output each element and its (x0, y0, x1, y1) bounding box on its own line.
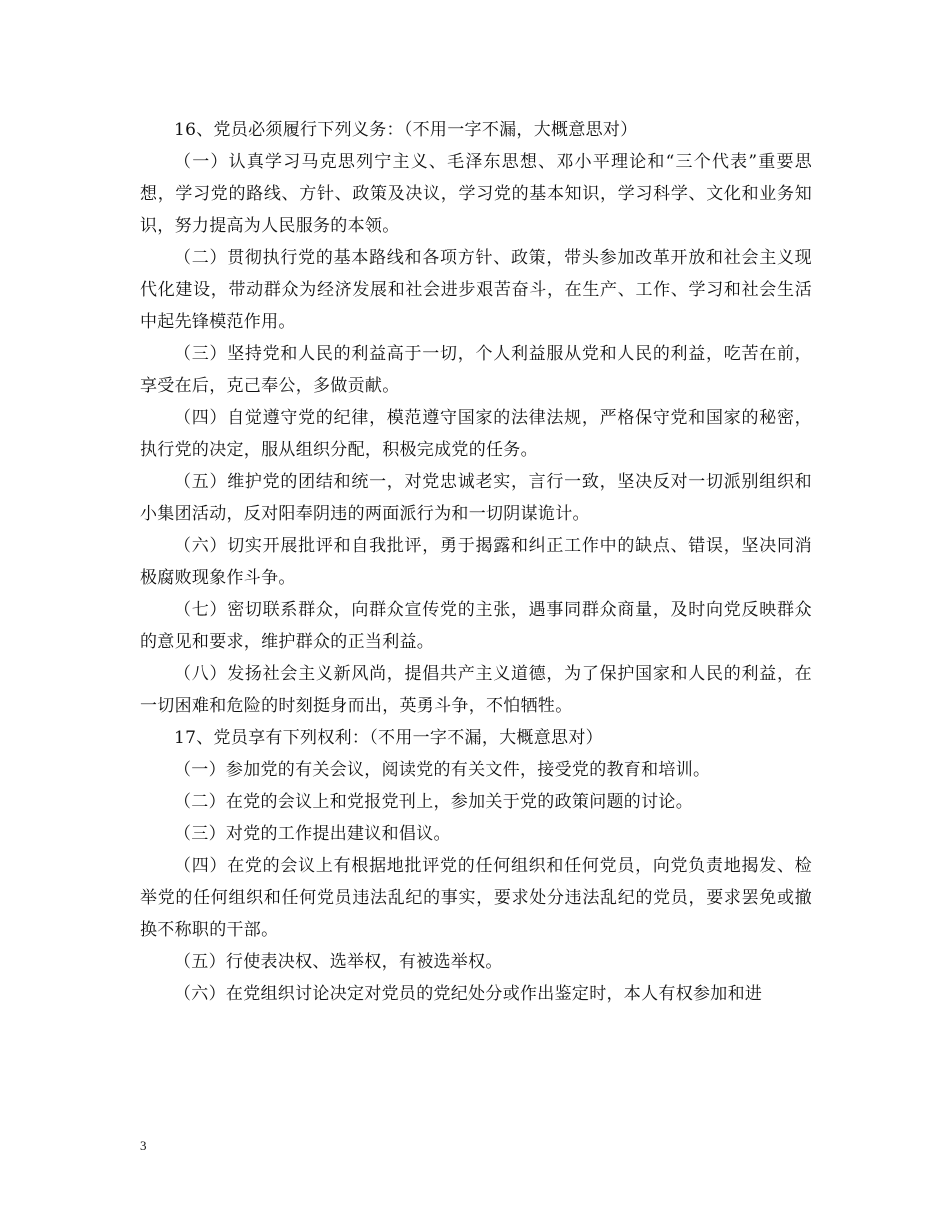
paragraph-duty-6: （六）切实开展批评和自我批评，勇于揭露和纠正工作中的缺点、错误，坚决同消极腐败现象作斗争。 (140, 536, 812, 588)
paragraph-duty-4: （四）自觉遵守党的纪律，模范遵守国家的法律法规，严格保守党和国家的秘密，执行党的决定，服从组织分配，积极完成党的任务。 (140, 408, 812, 460)
document-body (140, 114, 812, 1010)
paragraph-duty-7: （七）密切联系群众，向群众宣传党的主张，遇事同群众商量，及时向党反映群众的意见和要求，维护群众的正当利益。 (140, 600, 812, 652)
paragraph-right-1: （一）参加党的有关会议，阅读党的有关文件，接受党的教育和培训。 (174, 760, 711, 780)
paragraph-duty-1: （一）认真学习马克思列宁主义、毛泽东思想、邓小平理论和“三个代表”重要思想，学习党的路线、方针、政策及决议，学习党的基本知识，学习科学、文化和业务知识，努力提高为人民服务的本领。 (140, 152, 812, 236)
paragraph-right-5: （五）行使表决权、选举权，有被选举权。 (174, 952, 503, 972)
page-number: 3 (140, 1138, 147, 1153)
paragraph-duty-2: （二）贯彻执行党的基本路线和各项方针、政策，带头参加改革开放和社会主义现代化建设，带动群众为经济发展和社会进步艰苦奋斗，在生产、工作、学习和社会生活中起先锋模范作用。 (140, 248, 812, 332)
paragraph-right-2: （二）在党的会议上和党报党刊上，参加关于党的政策问题的讨论。 (174, 792, 693, 812)
paragraph-duty-5: （五）维护党的团结和统一，对党忠诚老实，言行一致，坚决反对一切派别组织和小集团活动，反对阳奉阴违的两面派行为和一切阴谋诡计。 (140, 472, 812, 524)
paragraph-right-4: （四）在党的会议上有根据地批评党的任何组织和任何党员，向党负责地揭发、检举党的任何组织和任何党员违法乱纪的事实，要求处分违法乱纪的党员，要求罢免或撤换不称职的干部。 (140, 856, 812, 940)
paragraph-duty-3: （三）坚持党和人民的利益高于一切，个人利益服从党和人民的利益，吃苦在前，享受在后，克己奉公，多做贡献。 (140, 344, 812, 396)
paragraph-right-6: （六）在党组织讨论决定对党员的党纪处分或作出鉴定时，本人有权参加和进 (174, 984, 763, 1004)
paragraph-duties-heading: 16、党员必须履行下列义务：（不用一字不漏，大概意思对） (174, 120, 638, 140)
paragraph-duty-8: （八）发扬社会主义新风尚，提倡共产主义道德，为了保护国家和人民的利益，在一切困难和危险的时刻挺身而出，英勇斗争，不怕牺牲。 (140, 664, 812, 716)
paragraph-rights-heading: 17、党员享有下列权利：（不用一字不漏，大概意思对） (174, 728, 603, 748)
paragraph-right-3: （三）对党的工作提出建议和倡议。 (174, 824, 451, 844)
